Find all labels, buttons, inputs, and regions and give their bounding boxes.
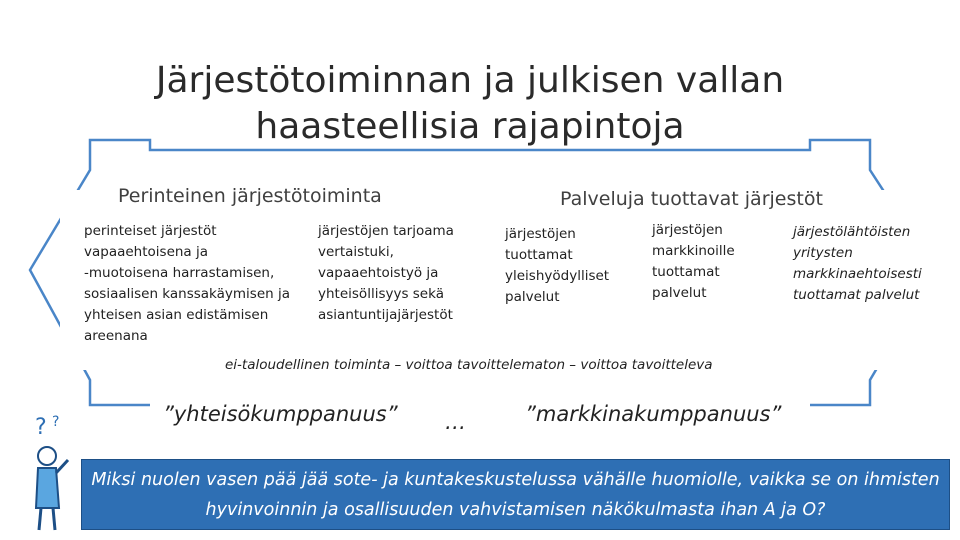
column-organization-companies: järjestölähtöisten yritysten markkinaehtoisesti tuottamat palvelut [793, 224, 922, 303]
heading-service-producing: Palveluja tuottavat järjestöt [560, 188, 823, 210]
question-box [81, 459, 950, 530]
column-public-benefit-services: järjestöjen tuottamat yleishyödylliset palvelut [505, 226, 610, 305]
column-market-services: järjestöjen markkinoille tuottamat palvelut [652, 222, 735, 301]
question-text: Miksi nuolen vasen pää jää sote- ja kuntakeskustelussa vähälle huomiolle, vaikka se on ihmisten hyvinvoinnin ja osallisuuden vahvistamisen näkökulmasta ihan A ja O? [91, 470, 940, 520]
scale-line: ei-taloudellinen toiminta – voittoa tavoittelematon – voittoa tavoitteleva [225, 357, 713, 373]
ellipsis: … [445, 410, 466, 434]
svg-text:?: ? [35, 415, 47, 440]
column-peer-support: järjestöjen tarjoama vertaistuki, vapaaehtoistyö ja yhteisöllisyys sekä asiantuntijajärjestöt [318, 223, 454, 323]
svg-text:?: ? [52, 414, 60, 430]
heading-traditional: Perinteinen järjestötoiminta [118, 185, 382, 207]
community-partnership: ”yhteisökumppanuus” [163, 402, 398, 426]
column-traditional-organizations: perinteiset järjestöt vapaaehtoisena ja -muotoisena harrastamisen, sosiaalisen kanssakäymisen ja yhteisen asian edistämisen areenana [84, 223, 291, 344]
market-partnership: ”markkinakumppanuus” [525, 402, 782, 426]
page-title: Järjestötoiminnan ja julkisen vallan haasteellisia rajapintoja [155, 60, 785, 147]
